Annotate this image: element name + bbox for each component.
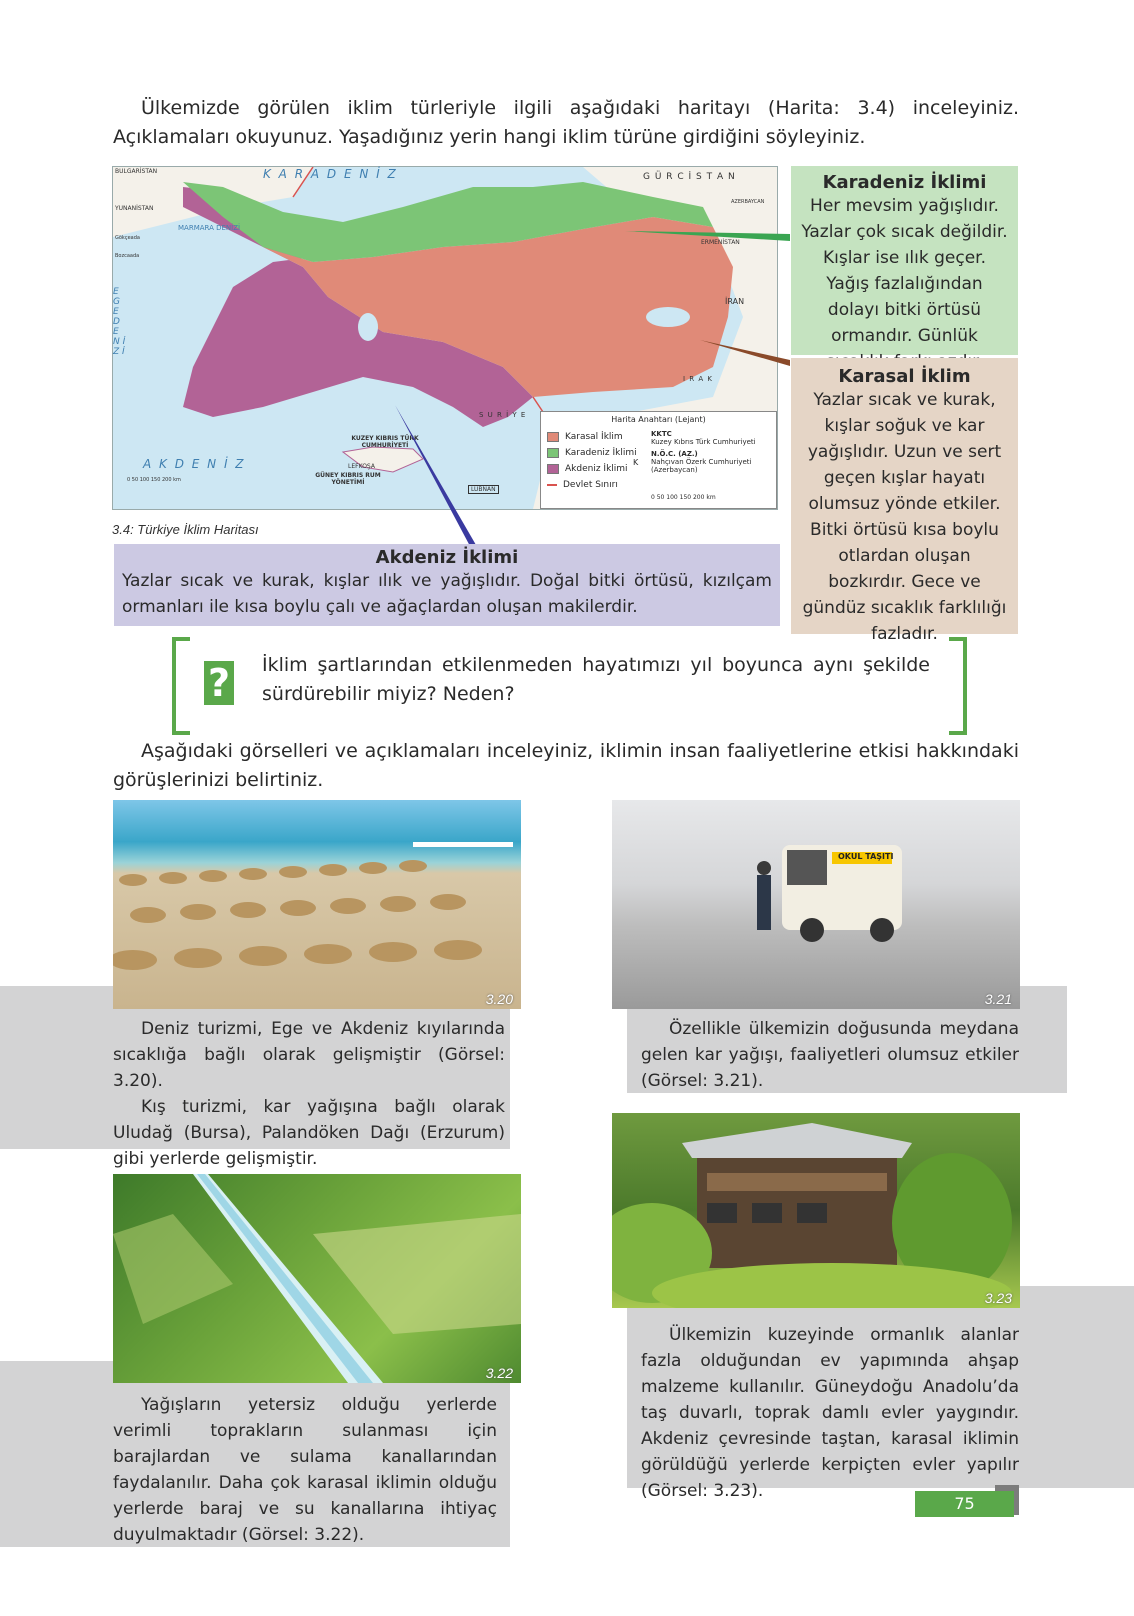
- label-azerbaycan: AZERBAYCAN: [731, 199, 765, 205]
- caption-320-p1: Deniz turizmi, Ege ve Akdeniz kıyılarında sıcaklığa bağlı olarak gelişmiştir (Görsel: 3.20).: [113, 1019, 505, 1091]
- van-text: OKUL TAŞITI: [838, 852, 894, 861]
- legend-title: Harita Anahtarı (Lejant): [611, 415, 706, 424]
- akdeniz-climate-box: [114, 544, 780, 626]
- caption-320-p2: Kış turizmi, kar yağışına bağlı olarak Uludağ (Bursa), Palandöken Dağı (Erzurum) gibi yerlerde gelişmiştir.: [113, 1097, 505, 1169]
- label-gokceada: Gökçeada: [115, 235, 140, 241]
- label-lubnan: LÜBNAN: [468, 485, 499, 494]
- page-number: 75: [915, 1491, 1014, 1517]
- label-suriye: S U R İ Y E: [479, 411, 527, 419]
- legend-border: Devlet Sınırı: [547, 480, 637, 490]
- map-scale-left: 0 50 100 150 200 km: [127, 477, 181, 483]
- karadeniz-climate-box: [791, 166, 1018, 355]
- label-guney-kibris: GÜNEY KIBRIS RUM YÖNETİMİ: [315, 472, 381, 486]
- label-karadeniz: K A R A D E N İ Z: [263, 167, 398, 181]
- caption-322: Yağışların yetersiz olduğu yerlerde verimli toprakların sulanması için barajlardan ve sulama kanallarından faydalanılır. Daha çok karasal iklimin olduğu yerlerde baraj ve su kanallarına ihtiyaç duyulmaktadır (Görsel: 3.22).: [113, 1395, 497, 1545]
- legend-north: K: [633, 458, 639, 467]
- label-gurcistan: G Ü R C İ S T A N: [643, 172, 736, 182]
- label-iran: İRAN: [725, 297, 745, 306]
- label-bulgaristan: BULGARİSTAN: [115, 168, 158, 175]
- akdeniz-text: Yazlar sıcak ve kurak, kışlar ılık ve yağışlıdır. Doğal bitki örtüsü, kızılçam ormanları ile kısa boylu çalı ve ağaçlardan oluşan makilerdir.: [122, 571, 772, 617]
- photo-number-320: 3.20: [485, 991, 513, 1007]
- karadeniz-title: Karadeniz İklimi: [822, 172, 987, 193]
- label-akdeniz: A K D E N İ Z: [143, 457, 246, 471]
- pointer-akdeniz: [395, 405, 476, 548]
- house-svg: [612, 1113, 1020, 1308]
- legend-abbr: KKTC Kuzey Kıbrıs Türk Cumhuriyeti N.Ö.C. (AZ.) Nahçıvan Özerk Cumhuriyeti (Azerbaycan): [651, 430, 756, 474]
- label-yunanistan: YUNANİSTAN: [115, 205, 154, 212]
- bracket-left: [172, 637, 190, 735]
- bracket-right: [949, 637, 967, 735]
- karasal-text: Yazlar sıcak ve kurak, kışlar soğuk ve kar yağışlıdır. Uzun ve sert geçen kışlar hayatı olumsuz yönde etkiler. Bitki örtüsü kısa boylu otlardan oluşan bozkırdır. Gece ve gündüz sıcaklık farklılığı fazladır.: [802, 390, 1007, 644]
- snow-van: [612, 800, 1020, 1009]
- label-marmara: MARMARA DENİZİ: [178, 224, 241, 232]
- photo-house: [612, 1113, 1020, 1308]
- label-ege: E G E D E N İ Z İ: [113, 287, 126, 357]
- photo-beach: [113, 800, 521, 1009]
- caption-323: Ülkemizin kuzeyinde ormanlık alanlar fazla olduğundan ev yapımında ahşap malzeme kullanılır. Güneydoğu Anadolu’da taş duvarlı, toprak damlı evler yaygındır. Akdeniz çevresinde taştan, karasal iklimin görüldüğü yerlerde kerpiçten evler yapılır (Görsel: 3.23).: [641, 1325, 1019, 1501]
- question-icon: ?: [204, 661, 234, 705]
- pointer-karadeniz: [625, 231, 790, 241]
- label-lefkosa: LEFKOŞA: [348, 463, 375, 470]
- legend-karasal: Karasal İklim: [547, 432, 637, 442]
- beach-umbrellas: [113, 800, 521, 1009]
- question-block: [172, 637, 967, 729]
- label-bozcaada: Bozcaada: [115, 253, 140, 259]
- label-irak: I R A K: [683, 375, 713, 383]
- map-caption: 3.4: Türkiye İklim Haritası: [112, 522, 259, 537]
- pointer-karasal: [700, 340, 790, 366]
- karadeniz-text: Her mevsim yağışlıdır. Yazlar çok sıcak değildir. Kışlar ise ılık geçer. Yağış fazlalığından dolayı bitki örtüsü ormandır. Günlük: [801, 196, 1008, 346]
- legend-akdeniz: Akdeniz İklimi: [547, 464, 637, 474]
- question-text: İklim şartlarından etkilenmeden hayatımızı yıl boyunca aynı şekilde sürdürebilir miyiz? Neden?: [262, 654, 930, 705]
- photo-snow: [612, 800, 1020, 1009]
- photo-number-321: 3.21: [984, 991, 1012, 1007]
- canal-svg: [113, 1174, 521, 1383]
- section2-paragraph: Aşağıdaki görselleri ve açıklamaları inceleyiniz, iklimin insan faaliyetlerine etkisi hakkındaki görüşlerinizi belirtiniz.: [113, 740, 1019, 791]
- intro-paragraph: Ülkemizde görülen iklim türleriyle ilgili aşağıdaki haritayı (Harita: 3.4) inceleyiniz. Açıklamaları okuyunuz. Yaşadığınız yerin hangi iklim türüne girdiğini söyleyiniz.: [113, 97, 1019, 148]
- label-kktc: KUZEY KIBRIS TÜRK CUMHURİYETİ: [351, 435, 419, 449]
- karasal-title: Karasal İklim: [838, 366, 971, 387]
- akdeniz-title: Akdeniz İklimi: [375, 547, 519, 568]
- caption-321: Özellikle ülkemizin doğusunda meydana gelen kar yağışı, faaliyetleri olumsuz etkiler (Görsel: 3.21).: [641, 1019, 1019, 1091]
- karasal-climate-box: [791, 358, 1018, 644]
- legend-scale: 0 50 100 150 200 km: [651, 494, 716, 501]
- legend-karadeniz: Karadeniz İklimi: [547, 448, 637, 458]
- photo-number-322: 3.22: [485, 1365, 513, 1381]
- photo-number-323: 3.23: [984, 1290, 1012, 1306]
- photo-canal: [113, 1174, 521, 1383]
- label-ermenistan: ERMENİSTAN: [701, 239, 740, 246]
- caption-320: [113, 1016, 505, 1172]
